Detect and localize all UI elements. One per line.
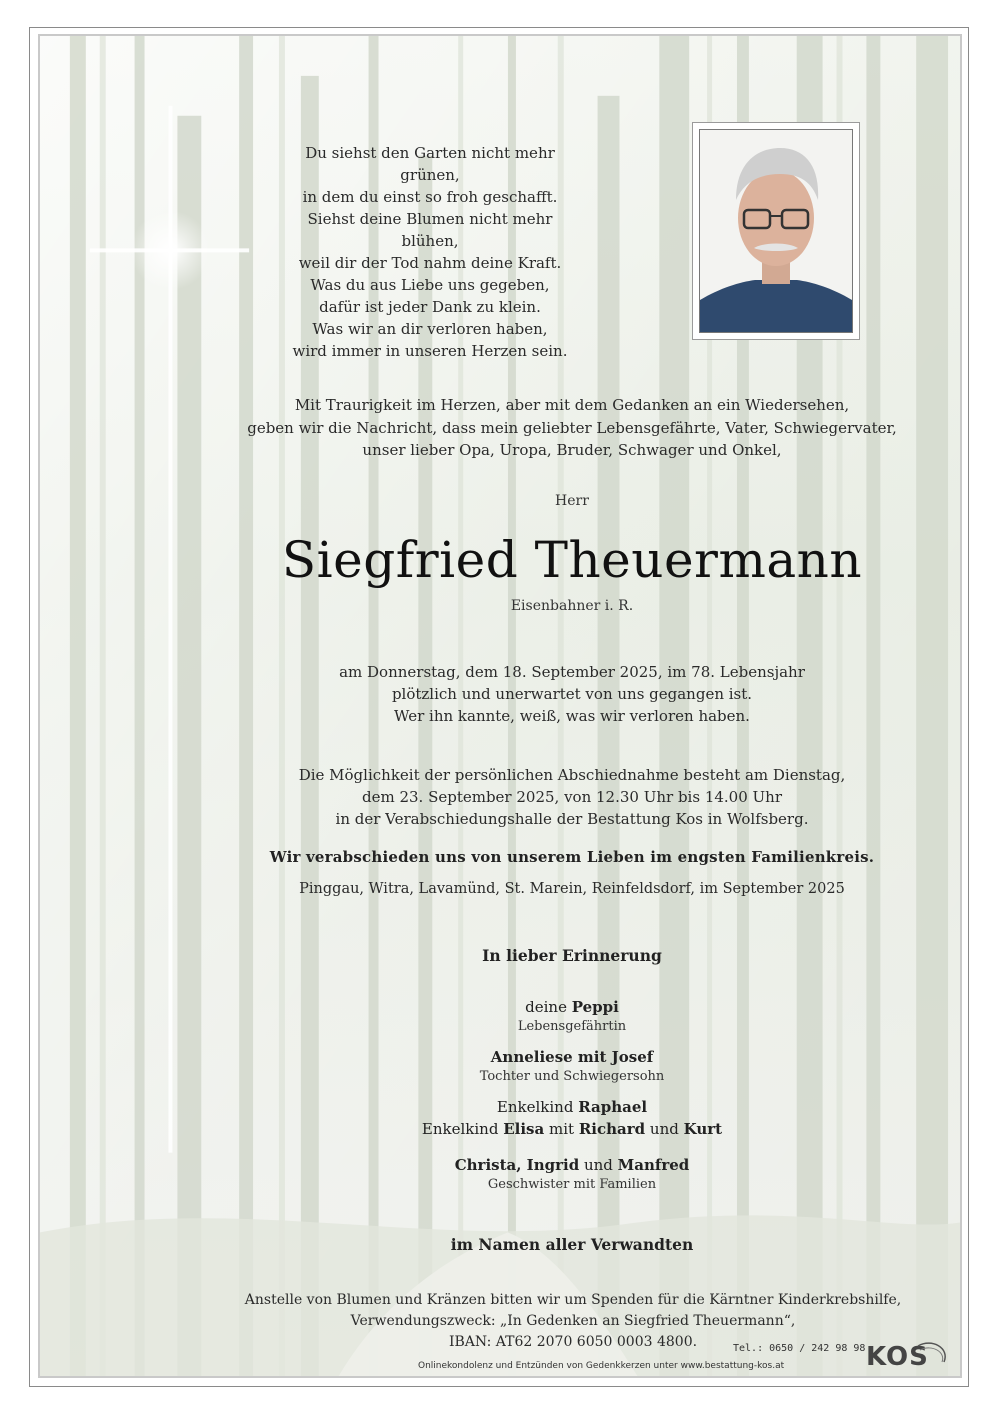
mourner-anneliese — [200, 1046, 944, 1068]
mourner-prefix: Enkelkind — [421, 1120, 504, 1138]
logo-swoosh-icon — [866, 1340, 950, 1376]
mourner-name: Elisa — [503, 1120, 545, 1138]
poem — [280, 142, 580, 362]
poem-line: dafür ist jeder Dank zu klein. — [319, 298, 541, 316]
place-date: Pinggau, Witra, Lavamünd, St. Marein, Reinfeldsdorf, im September 2025 — [299, 881, 845, 897]
donation-line: Verwendungszweck: „In Gedenken an Siegfried Theuermann“, — [350, 1313, 796, 1329]
mourners-list — [200, 996, 944, 1204]
mourner-connector: und — [579, 1156, 618, 1174]
mourner-siblings — [200, 1154, 944, 1176]
poem-line: Was wir an dir verloren haben, — [312, 320, 548, 338]
mourner-role: Geschwister mit Familien — [487, 1177, 657, 1192]
mourner-name: Josef — [611, 1048, 654, 1066]
salutation: Herr — [555, 493, 589, 509]
poem-line: Siehst deine Blumen nicht mehr blühen, — [307, 210, 553, 250]
mourner-name: Raphael — [578, 1098, 648, 1116]
poem-line: Du siehst den Garten nicht mehr grünen, — [305, 144, 555, 184]
memory-heading: In lieber Erinnerung — [482, 946, 662, 965]
private-note: Wir verabschieden uns von unserem Lieben im engsten Familienkreis. — [269, 848, 875, 866]
intro-text — [200, 394, 944, 462]
mourner-prefix: Enkelkind — [496, 1098, 579, 1116]
mourner-name: Christa, Ingrid — [454, 1156, 580, 1174]
occupation: Eisenbahner i. R. — [510, 598, 634, 614]
mourner-role: Tochter und Schwiegersohn — [479, 1069, 665, 1084]
mourner-name: Manfred — [617, 1156, 690, 1174]
death-line: Wer ihn kannte, weiß, was wir verloren haben. — [394, 707, 750, 725]
mourner-peppi — [200, 996, 944, 1018]
intro-line: Mit Traurigkeit im Herzen, aber mit dem Gedanken an ein Wiedersehen, — [294, 396, 850, 414]
poem-line: weil dir der Tod nahm deine Kraft. — [298, 254, 562, 272]
names-all-relatives: im Namen aller Verwandten — [450, 1235, 694, 1254]
portrait-frame — [692, 122, 860, 340]
online-condolence-link[interactable]: Onlinekondolenz und Entzünden von Gedenkkerzen unter www.bestattung-kos.at — [418, 1361, 785, 1371]
farewell-line: dem 23. September 2025, von 12.30 Uhr bis 14.00 Uhr — [361, 788, 783, 806]
mourner-raphael — [200, 1096, 944, 1118]
poem-line: in dem du einst so froh geschafft. — [302, 188, 558, 206]
mourner-name: Anneliese — [490, 1048, 573, 1066]
portrait-photo — [699, 129, 853, 333]
death-line: am Donnerstag, dem 18. September 2025, im 78. Lebensjahr — [339, 663, 805, 681]
mourner-prefix: deine — [525, 998, 572, 1016]
logo-text: KOS — [866, 1342, 929, 1372]
mourner-elisa — [200, 1118, 944, 1140]
death-notice — [200, 661, 944, 727]
farewell-line: in der Verabschiedungshalle der Bestattung Kos in Wolfsberg. — [335, 810, 809, 828]
mourner-connector: mit — [572, 1048, 612, 1066]
mourner-connector: und — [645, 1120, 684, 1138]
funeral-home-phone: Tel.: 0650 / 242 98 98 — [733, 1343, 866, 1354]
kos-logo — [866, 1340, 950, 1376]
farewell-info — [200, 764, 944, 830]
mourner-name: Kurt — [683, 1120, 723, 1138]
deceased-name: Siegfried Theuermann — [281, 531, 863, 589]
mourner-name: Peppi — [571, 998, 619, 1016]
farewell-line: Die Möglichkeit der persönlichen Abschiednahme besteht am Dienstag, — [298, 766, 846, 784]
mourner-name: Richard — [578, 1120, 646, 1138]
death-line: plötzlich und unerwartet von uns gegangen ist. — [391, 685, 753, 703]
mourner-role: Lebensgefährtin — [517, 1019, 627, 1034]
intro-line: geben wir die Nachricht, dass mein geliebter Lebensgefährte, Vater, Schwiegervater, — [247, 418, 897, 437]
mourner-connector: mit — [544, 1120, 579, 1138]
poem-line: wird immer in unseren Herzen sein. — [292, 342, 568, 360]
intro-line: unser lieber Opa, Uropa, Bruder, Schwager und Onkel, — [362, 441, 782, 459]
donation-line: Anstelle von Blumen und Kränzen bitten wir um Spenden für die Kärntner Kinderkrebshilfe, — [244, 1292, 902, 1308]
donation-line: IBAN: AT62 2070 6050 0003 4800. — [448, 1334, 698, 1350]
poem-line: Was du aus Liebe uns gegeben, — [310, 276, 550, 294]
